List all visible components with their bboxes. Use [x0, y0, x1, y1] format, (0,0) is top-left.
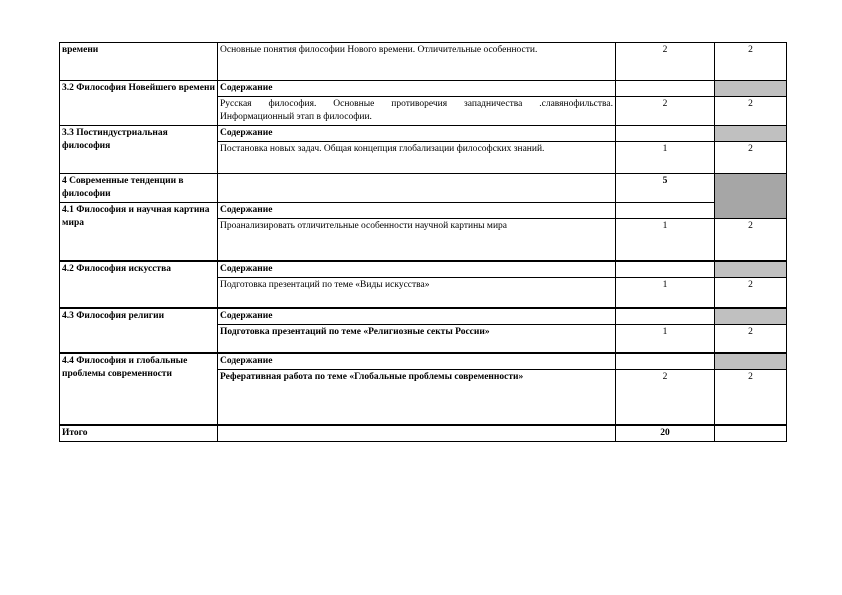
- content-header: Содержание: [218, 126, 616, 142]
- hours-cell: 1: [616, 277, 715, 308]
- content-header: Содержание: [218, 81, 616, 97]
- table-row: [60, 203, 787, 219]
- table-row: [60, 81, 787, 97]
- content-header: Содержание: [218, 353, 616, 370]
- level-cell: 2: [715, 43, 787, 81]
- level-cell: 2: [715, 325, 787, 353]
- table-row: [60, 261, 787, 278]
- topic-cell: 3.2 Философия Новейшего времени: [60, 81, 218, 126]
- content-header: Содержание: [218, 308, 616, 325]
- total-row: [60, 425, 787, 442]
- content-cell: Проанализировать отличительные особенности научной картины мира: [218, 219, 616, 261]
- table-row: [60, 126, 787, 142]
- topic-cell: 4.2 Философия искусства: [60, 261, 218, 309]
- content-cell: Подготовка презентаций по теме «Виды искусства»: [218, 277, 616, 308]
- total-hours: 20: [616, 425, 715, 442]
- level-cell: 2: [715, 142, 787, 174]
- section-title: 4 Современные тенденции в философии: [60, 174, 218, 203]
- level-cell: 2: [715, 97, 787, 126]
- hours-cell: 1: [616, 142, 715, 174]
- table-row: [60, 308, 787, 325]
- content-cell: Основные понятия философии Нового времени. Отличительные особенности.: [218, 43, 616, 81]
- table-row: [60, 353, 787, 370]
- level-cell: 2: [715, 369, 787, 425]
- hours-cell: 5: [616, 174, 715, 203]
- content-cell: Подготовка презентаций по теме «Религиозные секты России»: [218, 325, 616, 353]
- topic-cell: 3.3 Постиндустриальная философия: [60, 126, 218, 174]
- hours-cell: 1: [616, 219, 715, 261]
- hours-cell: 2: [616, 43, 715, 81]
- topic-cell: 4.4 Философия и глобальные проблемы современности: [60, 353, 218, 426]
- hours-cell: 2: [616, 369, 715, 425]
- topic-cell: 4.3 Философия религии: [60, 308, 218, 353]
- content-cell: Русская философия. Основные противоречия западничества .славянофильства. Информационный этап в философии.: [218, 97, 616, 126]
- topic-cell: времени: [60, 43, 218, 81]
- content-cell: Постановка новых задач. Общая концепция глобализации философских знаний.: [218, 142, 616, 174]
- curriculum-table: [59, 42, 787, 442]
- table-row: [60, 174, 787, 203]
- table-row: [60, 43, 787, 81]
- topic-cell: 4.1 Философия и научная картина мира: [60, 203, 218, 261]
- level-cell: 2: [715, 277, 787, 308]
- content-header: Содержание: [218, 203, 616, 219]
- content-cell: Реферативная работа по теме «Глобальные проблемы современности»: [218, 369, 616, 425]
- hours-cell: 2: [616, 97, 715, 126]
- content-header: Содержание: [218, 261, 616, 278]
- hours-cell: 1: [616, 325, 715, 353]
- total-label: Итого: [60, 425, 218, 442]
- level-cell: 2: [715, 219, 787, 261]
